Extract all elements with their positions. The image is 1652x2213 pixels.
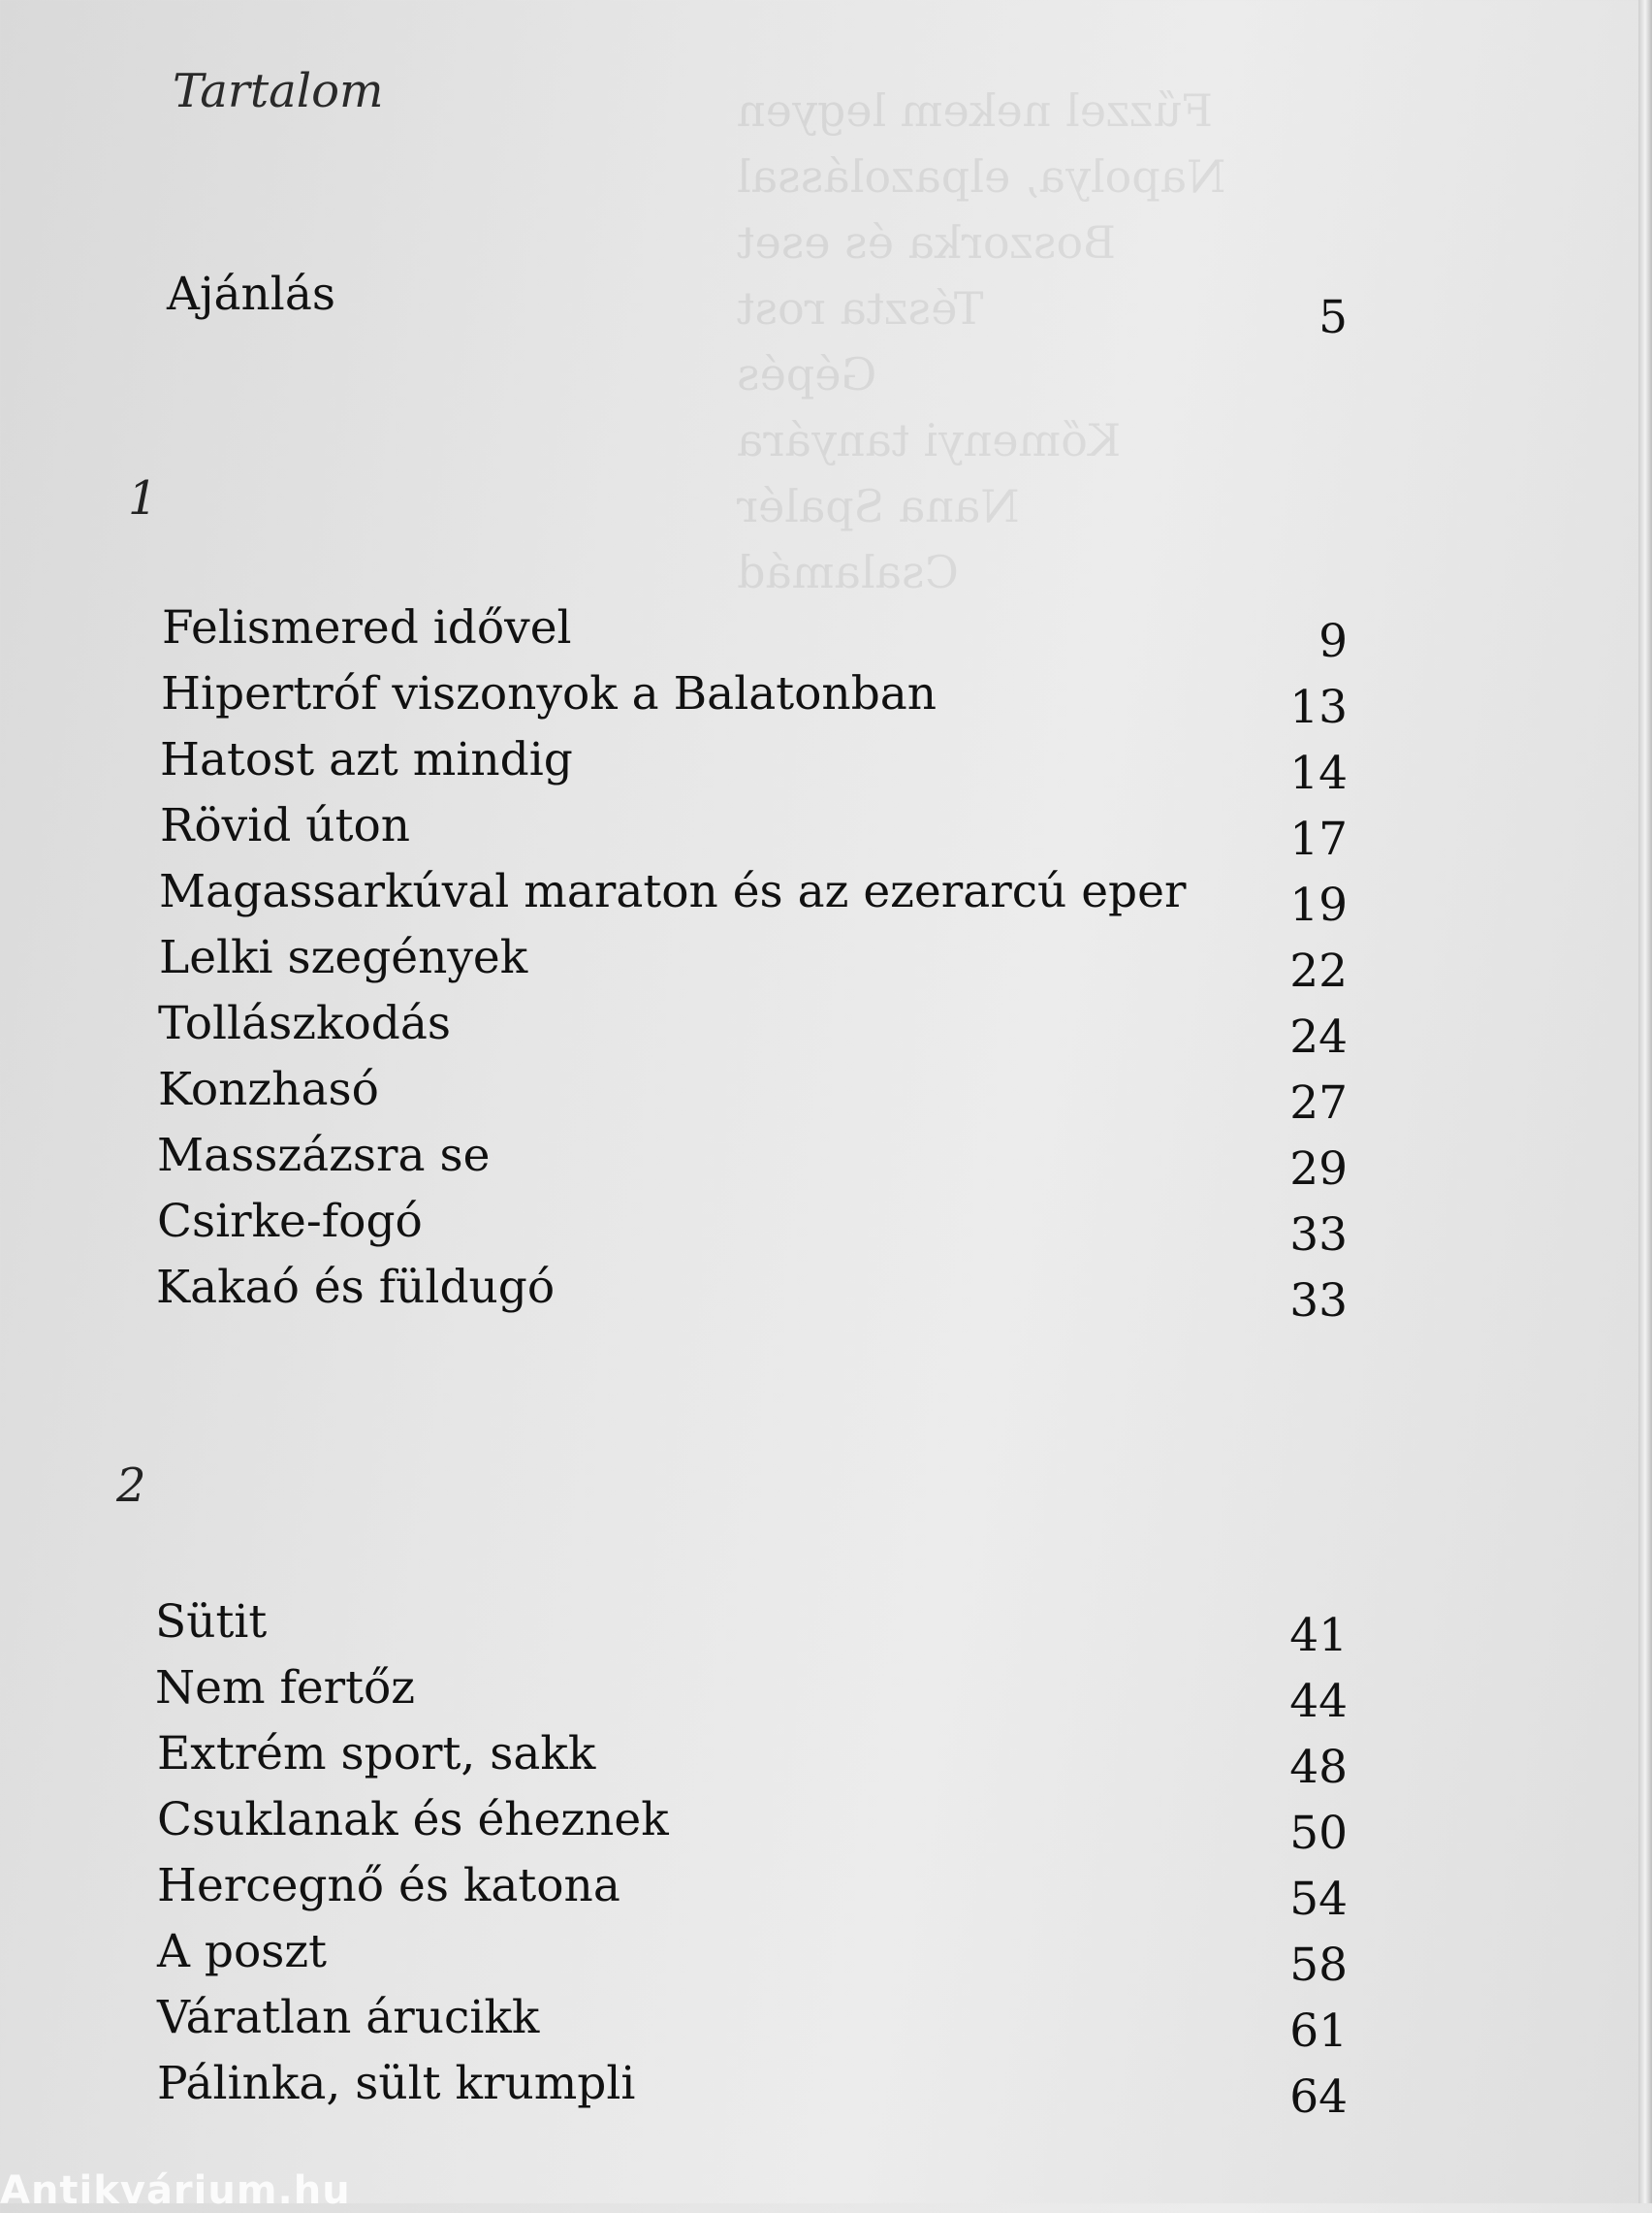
toc-entry — [155, 1859, 1348, 1925]
toc-entry — [155, 1195, 1348, 1261]
toc-entry-title: Hercegnő és katona — [157, 1859, 620, 1912]
toc-entry-page: 27 — [1289, 1076, 1348, 1130]
toc-entry — [155, 1261, 1348, 1327]
toc-entry-page: 29 — [1289, 1142, 1348, 1196]
toc-entry-page: 13 — [1289, 681, 1348, 734]
toc-entry-title: Csuklanak és éheznek — [157, 1793, 669, 1846]
toc-entry-page: 24 — [1289, 1010, 1348, 1064]
toc-entry-page: 61 — [1289, 2005, 1348, 2058]
toc-entry-title: Magassarkúval maraton és az ezerarcú eper — [159, 865, 1187, 918]
toc-entry-title: Tollászkodás — [158, 997, 451, 1050]
intro-entry-title: Ajánlás — [167, 268, 335, 321]
toc-entry — [155, 1925, 1348, 1991]
page-edge — [1638, 0, 1652, 2203]
toc-entry-title: Hatost azt mindig — [160, 733, 573, 786]
toc-entry — [155, 931, 1348, 997]
toc-entry-title: Csirke-fogó — [157, 1195, 423, 1248]
toc-entry-page: 41 — [1289, 1609, 1348, 1662]
toc-entry — [155, 1129, 1348, 1195]
toc-entry — [155, 1595, 1348, 1661]
toc-entry-page: 17 — [1289, 813, 1348, 866]
toc-entry — [155, 1793, 1348, 1859]
toc-entry-title: A poszt — [157, 1925, 328, 1978]
toc-entry-page: 19 — [1289, 879, 1348, 932]
toc-entry-title: Váratlan árucikk — [157, 1991, 540, 2044]
toc-entry — [155, 1661, 1348, 1727]
toc-entry-title: Konzhasó — [158, 1063, 379, 1116]
toc-entry — [155, 733, 1348, 799]
toc-entry-page: 33 — [1289, 1208, 1348, 1262]
toc-entry-page: 14 — [1289, 747, 1348, 800]
toc-entry — [155, 1991, 1348, 2057]
toc-entry — [155, 1727, 1348, 1793]
toc-entry-page: 58 — [1289, 1939, 1348, 1992]
toc-entry-title: Sütit — [155, 1595, 268, 1649]
section-number-1: 1 — [128, 471, 158, 526]
toc-entry-title: Hipertróf viszonyok a Balatonban — [161, 667, 937, 721]
toc-entry-title: Lelki szegények — [159, 931, 528, 984]
toc-entry — [155, 865, 1348, 931]
toc-entry — [155, 997, 1348, 1063]
toc-entry-title: Nem fertőz — [155, 1661, 416, 1715]
toc-entry-title: Pálinka, sült krumpli — [157, 2057, 636, 2110]
toc-entry — [155, 667, 1348, 733]
toc-entry-page: 22 — [1289, 945, 1348, 998]
toc-entry — [155, 2057, 1348, 2123]
toc-entry-page: 50 — [1289, 1807, 1348, 1860]
toc-entry — [155, 1063, 1348, 1129]
toc-entry-title: Felismered idővel — [162, 601, 572, 655]
toc-entry-page: 44 — [1289, 1675, 1348, 1728]
toc-entry — [155, 799, 1348, 865]
toc-entry-title: Extrém sport, sakk — [157, 1727, 596, 1780]
toc-entry-title: Rövid úton — [160, 799, 411, 852]
toc-entry-page: 48 — [1289, 1741, 1348, 1794]
show-through-text: Fűzzel nekem legyen Napolya, elpazolással Boszorka és eset Tészta rost Gépés Kőmenyi tanyára Nana Spalér Csalamád — [737, 84, 1226, 598]
section-2-entries — [155, 1595, 1348, 2123]
toc-entry-title: Masszázsra se — [157, 1129, 491, 1182]
toc-entry-title: Kakaó és füldugó — [156, 1261, 556, 1314]
toc-entry — [155, 601, 1348, 667]
section-1-entries — [155, 601, 1348, 1327]
section-number-2: 2 — [116, 1459, 146, 1513]
intro-entry-page: 5 — [1318, 291, 1348, 344]
page-title: Tartalom — [173, 64, 384, 118]
watermark: Antikvárium.hu — [0, 2168, 351, 2213]
toc-entry-page: 33 — [1289, 1274, 1348, 1328]
toc-entry-page: 9 — [1318, 615, 1348, 668]
toc-entry-page: 54 — [1289, 1873, 1348, 1926]
toc-entry-page: 64 — [1289, 2070, 1348, 2124]
